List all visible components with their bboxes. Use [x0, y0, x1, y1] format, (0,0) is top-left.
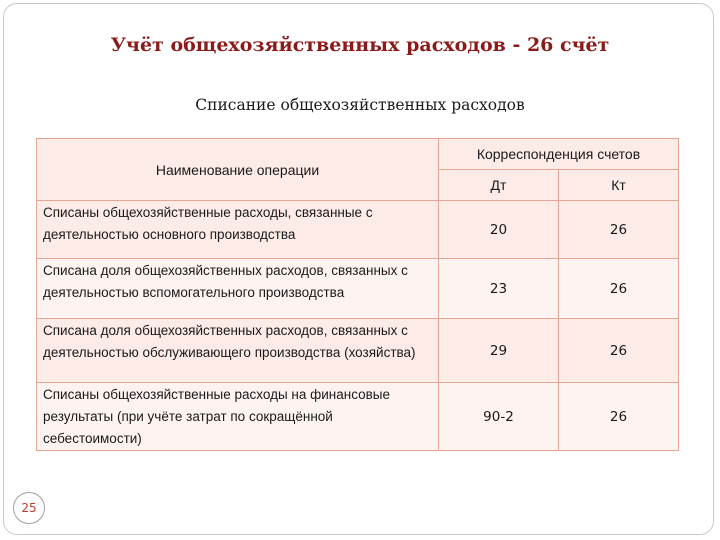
credit-cell: 26 — [559, 201, 679, 259]
operation-cell: Списаны общехозяйственные расходы, связанные с деятельностью основного производства — [37, 201, 439, 259]
header-operation: Наименование операции — [37, 139, 439, 201]
credit-cell: 26 — [559, 259, 679, 319]
credit-cell: 26 — [559, 383, 679, 451]
slide-title: Учёт общехозяйственных расходов - 26 счёт — [110, 34, 610, 56]
table-row — [37, 319, 679, 383]
table-row — [37, 259, 679, 319]
operation-cell: Списана доля общехозяйственных расходов, связанных с деятельностью вспомогательного производства — [37, 259, 439, 319]
operation-cell: Списаны общехозяйственные расходы на финансовые результаты (при учёте затрат по сокращённой себестоимости) — [37, 383, 439, 451]
debit-cell: 29 — [439, 319, 559, 383]
debit-cell: 90-2 — [439, 383, 559, 451]
slide-subtitle: Списание общехозяйственных расходов — [195, 96, 525, 114]
operation-cell: Списана доля общехозяйственных расходов, связанных с деятельностью обслуживающего производства (хозяйства) — [37, 319, 439, 383]
correspondence-table — [36, 138, 679, 451]
header-credit: Кт — [559, 170, 679, 201]
page-number-badge: 25 — [13, 492, 45, 524]
debit-cell: 23 — [439, 259, 559, 319]
header-debit: Дт — [439, 170, 559, 201]
table-row — [37, 201, 679, 259]
table-header-row — [37, 139, 679, 170]
credit-cell: 26 — [559, 319, 679, 383]
header-correspondence: Корреспонденция счетов — [439, 139, 679, 170]
table-row — [37, 383, 679, 451]
debit-cell: 20 — [439, 201, 559, 259]
